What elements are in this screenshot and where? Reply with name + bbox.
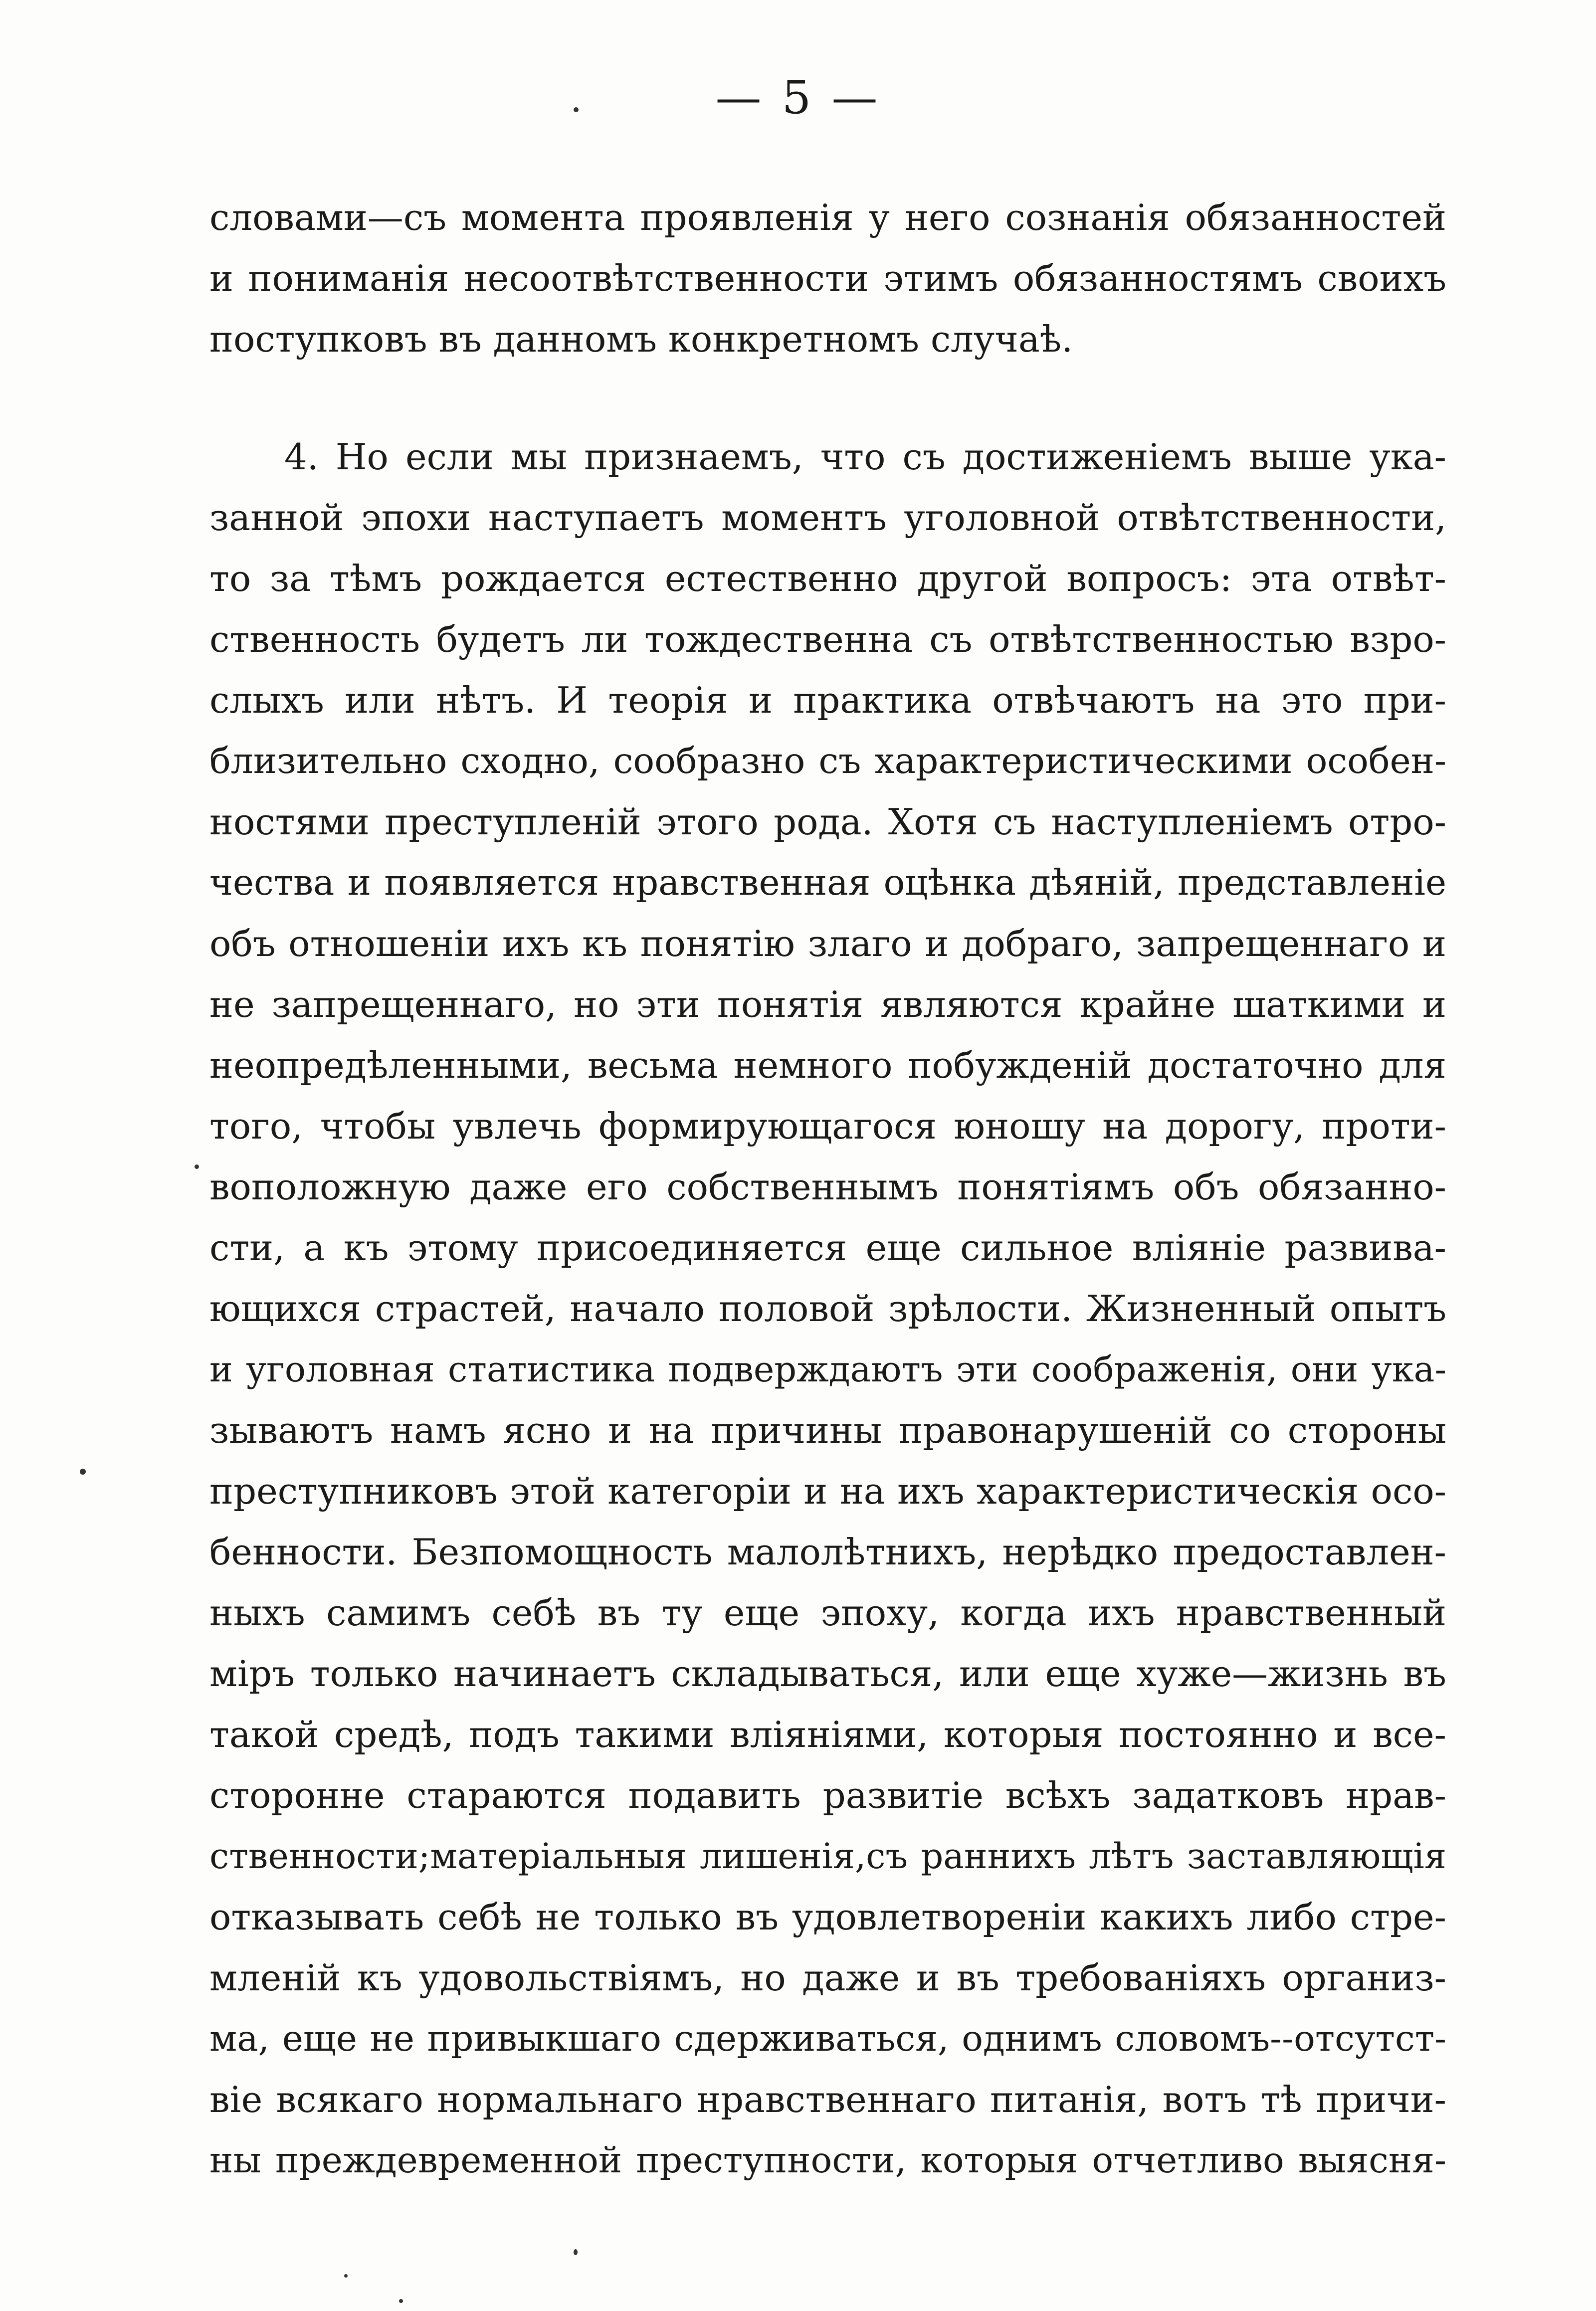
text-line: ма, еще не привыкшаго сдерживаться, однимъ словомъ--отсутст- bbox=[209, 2018, 1446, 2059]
text-line: віе всякаго нормальнаго нравственнаго питанія, вотъ тѣ причи- bbox=[209, 2079, 1446, 2120]
page-number: — 5 — bbox=[715, 71, 881, 124]
text-line: поступковъ въ данномъ конкретномъ случаѣ. bbox=[209, 318, 1073, 360]
paragraph-1 bbox=[209, 187, 1446, 370]
text-line: воположную даже его собственнымъ понятіямъ объ обязанно- bbox=[209, 1166, 1446, 1208]
text-line: чества и появляется нравственная оцѣнка дѣяній, представленіе bbox=[209, 862, 1446, 903]
paragraph-2 bbox=[209, 426, 1446, 2191]
text-line: словами—съ момента проявленія у него сознанія обязанностей bbox=[209, 196, 1446, 238]
text-line: слыхъ или нѣтъ. И теорія и практика отвѣчаютъ на это при- bbox=[209, 679, 1446, 721]
text-line: 4. Но если мы признаемъ, что съ достиженіемъ выше ука- bbox=[284, 436, 1446, 478]
text-line: ныхъ самимъ себѣ въ ту еще эпоху, когда ихъ нравственный bbox=[209, 1592, 1446, 1634]
text-line: преступниковъ этой категоріи и на ихъ характеристическія осо- bbox=[209, 1470, 1446, 1512]
text-line: мленій къ удовольствіямъ, но даже и въ требованіяхъ организ- bbox=[209, 1957, 1446, 1999]
text-line: и уголовная статистика подверждаютъ эти соображенія, они ука- bbox=[209, 1349, 1446, 1390]
scan-speck bbox=[574, 2249, 578, 2255]
scan-speck bbox=[80, 1469, 86, 1475]
scan-speck bbox=[195, 1164, 199, 1169]
text-line: бенности. Безпомощность малолѣтнихъ, нерѣдко предоставлен- bbox=[209, 1531, 1446, 1573]
text-line: и пониманія несоотвѣтственности этимъ обязанностямъ своихъ bbox=[209, 257, 1446, 299]
text-line: сторонне стараются подавить развитіе всѣхъ задатковъ нрав- bbox=[209, 1774, 1446, 1816]
text-line: не запрещеннаго, но эти понятія являются крайне шаткими и bbox=[209, 983, 1446, 1025]
text-line: ственности;матеріальныя лишенія,съ раннихъ лѣтъ заставляющія bbox=[209, 1836, 1446, 1877]
text-line: ственность будетъ ли тождественна съ отвѣтственностью взро- bbox=[209, 618, 1446, 660]
text-line: сти, а къ этому присоединяется еще сильное вліяніе развива- bbox=[209, 1227, 1446, 1269]
scan-speck bbox=[399, 2299, 403, 2303]
text-line: объ отношеніи ихъ къ понятію злаго и добраго, запрещеннаго и bbox=[209, 923, 1446, 964]
text-line: ющихся страстей, начало половой зрѣлости. Жизненный опытъ bbox=[209, 1288, 1446, 1330]
text-line: ностями преступленій этого рода. Хотя съ наступленіемъ отро- bbox=[209, 801, 1446, 843]
scan-speck bbox=[344, 2274, 348, 2278]
text-line: занной эпохи наступаетъ моментъ уголовной отвѣтственности, bbox=[209, 497, 1446, 539]
scan-speck bbox=[574, 107, 579, 112]
text-line: такой средѣ, подъ такими вліяніями, которыя постоянно и все- bbox=[209, 1714, 1446, 1755]
text-line: то за тѣмъ рождается естественно другой вопросъ: эта отвѣт- bbox=[209, 558, 1446, 599]
text-line: ны преждевременной преступности, которыя отчетливо выясня- bbox=[209, 2139, 1446, 2181]
text-line: зываютъ намъ ясно и на причины правонарушеній со стороны bbox=[209, 1409, 1446, 1451]
text-line: близительно сходно, сообразно съ характеристическими особен- bbox=[209, 740, 1446, 781]
text-line: міръ только начинаетъ складываться, или еще хуже—жизнь въ bbox=[209, 1653, 1446, 1695]
text-line: отказывать себѣ не только въ удовлетвореніи какихъ либо стре- bbox=[209, 1896, 1446, 1938]
text-line: неопредѣленными, весьма немного побужденій достаточно для bbox=[209, 1044, 1446, 1086]
text-line: того, чтобы увлечь формирующагося юношу на дорогу, проти- bbox=[209, 1105, 1446, 1147]
